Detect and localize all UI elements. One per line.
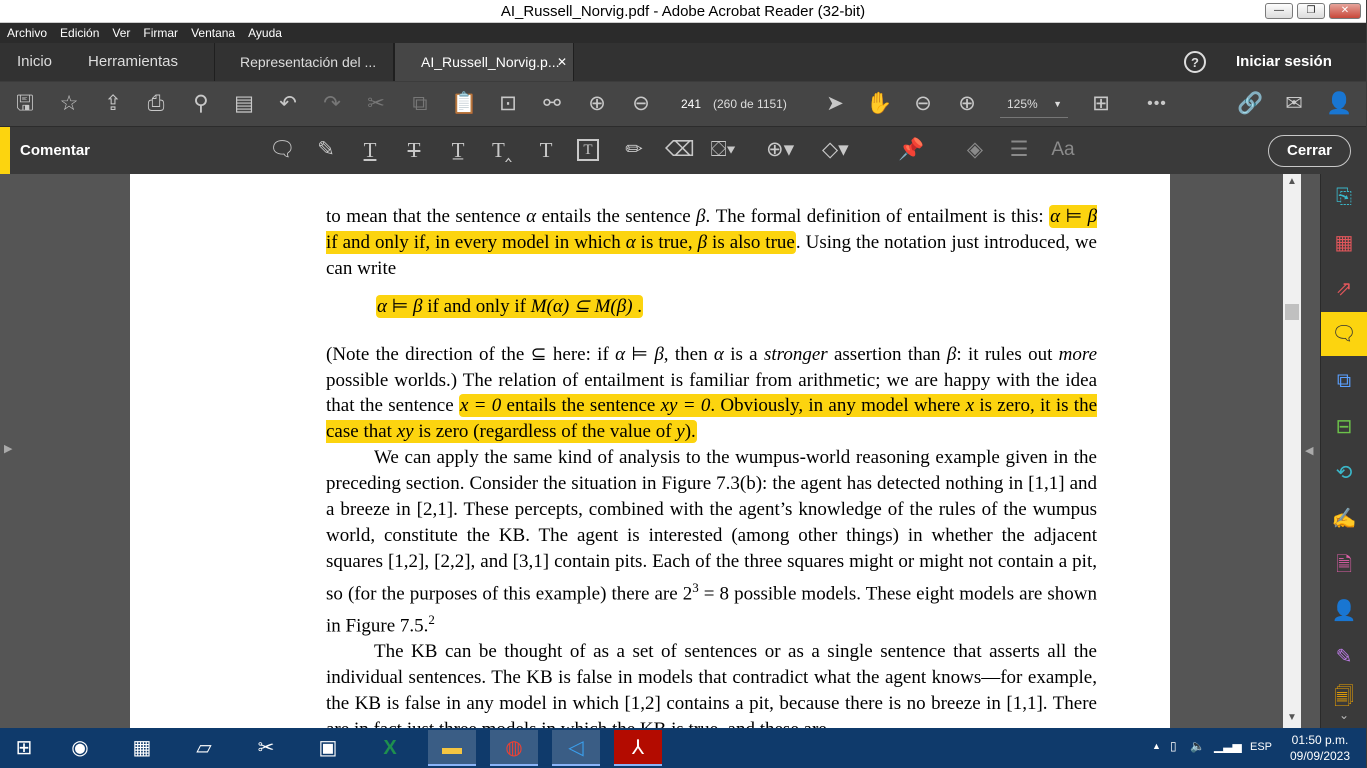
search-icon[interactable]: ⚲ [193,92,209,115]
device-icon[interactable]: ▯ [1170,739,1177,753]
draw-icon[interactable]: ✎ [1335,646,1353,668]
menu-archivo[interactable]: Archivo [7,26,48,40]
highlight-annotation[interactable]: x = 0 entails the sentence xy = 0. Obviously, in any model where x is zero, it is the case that xy is zero (regardless of the value of y). [326,395,1098,443]
text-box-icon[interactable]: T [577,139,599,161]
page-number-input[interactable]: 241 [680,97,702,111]
close-comment-button[interactable]: Cerrar [1268,135,1351,167]
tools-pane [1320,174,1366,728]
vscode-app-icon[interactable]: ◁ [552,730,600,766]
pdf-page [130,174,1170,728]
tray-chevron-icon[interactable]: ▲ [1152,741,1161,751]
upload-cloud-icon[interactable]: ⇪ [104,92,122,115]
paragraph-4: The KB can be thought of as a set of sentences or as a single sentence that asserts all the individual sentences. The KB is false in models that contradict what the agent knows—for example, the KB is false in any model in which [1,2] contains a pit, because there is no breeze in [1,1]. There [326,641,1097,715]
language-indicator[interactable]: ESP [1250,741,1273,753]
find-binoculars-icon[interactable]: ⚯ [543,92,561,115]
insert-text-icon[interactable]: T‸ [492,138,512,162]
zoom-out-icon[interactable]: ⊖ [914,92,932,115]
vertical-scrollbar[interactable] [1283,174,1301,728]
tab-inicio[interactable]: Inicio [17,53,53,70]
equation [376,294,1097,320]
redo-icon[interactable]: ↷ [323,92,341,115]
eraser-icon[interactable]: ⌫ [665,138,695,161]
menu-edicion[interactable]: Edición [60,26,100,40]
zoom-select[interactable] [1000,90,1068,118]
title-bar [0,0,1366,23]
help-icon[interactable]: ? [1184,51,1206,73]
comment-tool-icon[interactable]: 🗨 [1321,312,1367,356]
export-pdf-icon[interactable]: ⇗ [1335,278,1353,300]
share-link-icon[interactable]: 🔗 [1237,92,1264,115]
print-icon[interactable]: ⎙ [147,92,165,115]
highlight-annotation[interactable]: α ⊨ β if and only if M(α) ⊆ M(β) . [377,295,643,317]
main-toolbar [0,81,1366,126]
undo-icon[interactable]: ↶ [279,92,297,115]
document-area [0,174,1320,728]
hand-tool-icon[interactable]: ✋ [866,92,893,115]
minimize-button[interactable]: — [1265,3,1293,19]
clock-time: 01:50 p.m. [1291,733,1349,747]
star-icon[interactable]: ☆ [59,92,79,115]
calculator-app-icon[interactable]: ▦ [132,737,152,759]
menu-firmar[interactable]: Firmar [143,26,179,40]
compress-pdf-icon[interactable]: ⊟ [1335,416,1353,438]
clipboard-icon[interactable]: 📋 [451,92,478,115]
stamp-icon[interactable]: ⛋▾ [710,138,736,161]
zoom-in-icon[interactable]: ⊕ [958,92,976,115]
sign-in-button[interactable]: Iniciar sesión [1236,53,1332,70]
window-title: AI_Russell_Norvig.pdf - Adobe Acrobat Reader (32-bit) [500,3,866,20]
select-cursor-icon[interactable]: ➤ [826,92,844,115]
font-size-icon[interactable]: Aa [1051,139,1075,160]
tab-ai-russell-norvig[interactable] [394,43,574,81]
chrome-app-icon[interactable]: ◍ [490,730,538,766]
sticky-note-icon[interactable]: 🗨 [269,138,296,161]
scan-ocr-icon[interactable]: ⟲ [1335,462,1353,484]
replace-text-icon[interactable]: T̲ [451,138,465,162]
excel-app-icon[interactable]: X [383,737,397,759]
underline-text-icon[interactable]: T [363,138,377,162]
more-tools-chevron-icon[interactable]: ⌄ [1338,708,1350,722]
paragraph-2: (Note the direction of the ⊆ here: if α ⊨ β, then α is a stronger assertion than β: it rules out more possible worlds.) The relation of entailment is familiar from arithmetic; we are happy with the idea that the sentence x = 0 entails the sentence xy = 0. Obviously, in any model where x is zero, it is the case that xy is zero (regardless of the value of y). [326,343,1098,443]
comment-toolbar [0,126,1366,174]
control-panel-icon[interactable]: ▣ [318,737,338,759]
tab-close-icon[interactable]: ✕ [557,55,568,69]
menu-bar [0,23,1366,43]
create-pdf-icon[interactable]: ⎘ [1336,186,1352,208]
organize-pages-icon[interactable]: ▦ [1334,232,1354,254]
request-signature-icon[interactable]: 🗎 [1335,554,1353,576]
left-panel-toggle-icon[interactable]: ▶ [4,443,13,455]
notepad-app-icon[interactable]: ▱ [196,737,212,759]
cut-icon[interactable]: ✂ [367,92,385,115]
line-width-icon[interactable]: ☰ [1009,138,1029,161]
clock-date: 09/09/2023 [1289,749,1351,763]
page-down-icon[interactable]: ⊖ [632,92,650,115]
clock[interactable] [1284,732,1356,764]
page-display-icon[interactable]: ⊞ [1092,92,1110,115]
add-user-icon[interactable]: 👤 [1326,92,1353,115]
edit-pdf-icon[interactable]: ▤ [234,92,254,115]
acrobat-app-icon[interactable]: ⅄ [614,730,662,766]
scroll-down-icon[interactable]: ▼ [1287,712,1297,723]
add-text-icon[interactable]: T [539,138,553,162]
strikethrough-icon[interactable]: T [407,138,421,162]
tab-bar [0,43,1366,81]
snipping-tool-icon[interactable]: ✂ [257,737,275,759]
page-text [326,204,1097,743]
tab-label: AI_Russell_Norvig.p... [421,54,560,70]
paragraph-3: We can apply the same kind of analysis to the wumpus-world reasoning example given in the preceding section. Consider the situation in Figure 7.3(b): the agent has detected nothing in [1,1] and a breeze in [2,1]. These percepts, combined with the agent’s knowledge of the rules of the wumpus world, constitute the KB. The agent is interested (among other things) in whether the adjacent squares [1,2], [2,2], and [3,1] contain pits. Each of the three squares might or might not contain a pit, so (for the purposes of this example) there are $2^3 = 8$ possible models. These eight models are shown in Figure 7.5.$^2$ [326,447,1098,637]
paragraph-1: to mean that the sentence α entails the sentence β. The formal definition of entailment is this: α ⊨ β if and only if, in every model in which α is true, β is also true. Using the notation just introduced, we can write [326,206,1098,279]
pencil-icon[interactable]: ✏ [625,138,643,161]
comment-title: Comentar [20,142,91,159]
comment-accent-bar [0,127,10,175]
network-icon[interactable]: ▁▃▅ [1214,739,1242,753]
highlight-annotation[interactable]: α ⊨ β if and only if, in every model in which α is true, β is also true [326,206,1098,253]
file-explorer-icon[interactable]: ▬ [428,730,476,766]
combine-files-icon[interactable]: ⧉ [1336,370,1352,392]
windows-taskbar [0,728,1366,768]
menu-ver[interactable]: Ver [112,26,131,40]
protect-pdf-icon[interactable]: 🗐 [1334,686,1354,708]
chevron-down-icon: ▼ [1053,99,1062,109]
shapes-icon[interactable]: ◇▾ [822,138,849,161]
send-for-review-icon[interactable]: 👤 [1331,600,1357,622]
attach-icon[interactable]: ⊕▾ [766,138,795,161]
menu-ayuda[interactable]: Ayuda [248,26,282,40]
menu-ventana[interactable]: Ventana [191,26,236,40]
fill-sign-icon[interactable]: ✍ [1331,508,1357,530]
camera-app-icon[interactable]: ◉ [71,737,89,759]
tab-herramientas[interactable]: Herramientas [88,53,179,70]
scroll-up-icon[interactable]: ▲ [1287,176,1297,187]
tab-representacion[interactable]: Representación del ... [214,43,394,81]
save-icon[interactable]: 🖫 [16,92,34,115]
volume-icon[interactable]: 🔈 [1190,739,1205,753]
snapshot-icon[interactable]: ⊡ [499,92,517,115]
highlight-icon[interactable]: ✎ [317,138,335,161]
restore-button[interactable]: ❐ [1297,3,1325,19]
pin-icon[interactable]: 📌 [898,138,925,161]
right-panel-toggle-icon[interactable]: ◀ [1305,445,1314,457]
scroll-thumb[interactable] [1285,304,1299,320]
close-window-button[interactable]: ✕ [1329,3,1361,19]
fill-color-icon[interactable]: ◈ [966,138,984,161]
more-tools-icon[interactable]: ••• [1147,95,1167,112]
page-count: (260 de 1151) [713,97,787,111]
page-up-icon[interactable]: ⊕ [588,92,606,115]
windows-start-icon[interactable]: ⊞ [15,737,33,759]
email-icon[interactable]: ✉ [1285,92,1303,115]
zoom-value: 125% [1007,97,1038,111]
copy-icon[interactable]: ⧉ [412,92,428,115]
